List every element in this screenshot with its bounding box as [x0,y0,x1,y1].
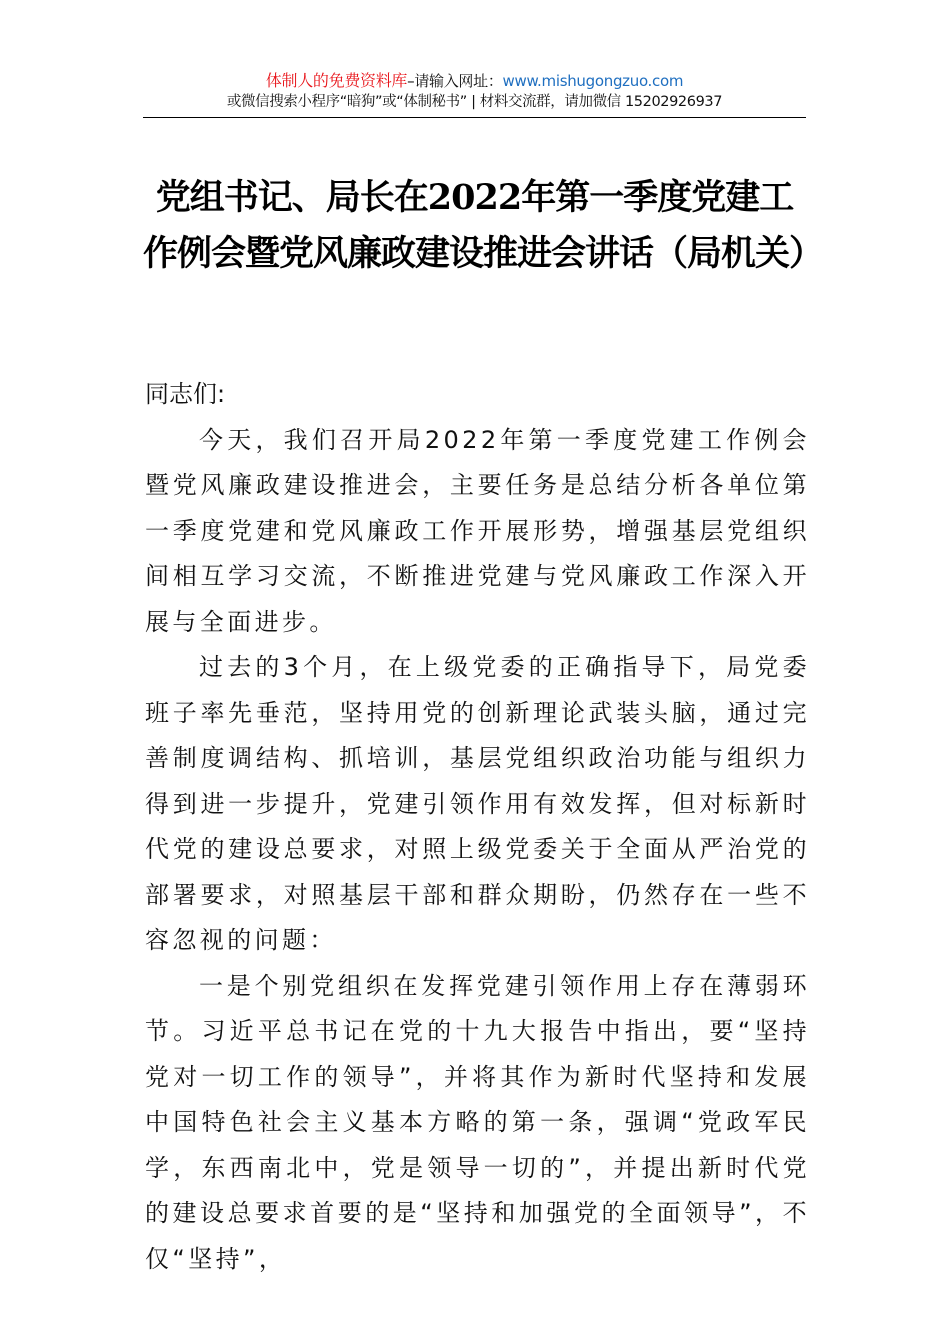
header-url-link[interactable]: www.mishugongzuo.com [502,72,684,90]
header-divider [143,117,806,118]
salutation: 同志们: [145,380,226,408]
paragraph-review: 过去的3个月，在上级党委的正确指导下，局党委班子率先垂范，坚持用党的创新理论武装头脑，通过完善制度调结构、抓培训，基层党组织政治功能与组织力得到进一步提升，党建引领作用有效发挥，但对标新时代党的建设总要求，对照上级党委关于全面从严治党的部署要求，对照基层干部和群众期盼，仍然存在一些不容忽视的问题： [145,653,810,954]
document-body [145,372,810,1282]
paragraph-issue-one: 一是个别党组织在发挥党建引领作用上存在薄弱环节。习近平总书记在党的十九大报告中指出，要“坚持党对一切工作的领导”，并将其作为新时代坚持和发展中国特色社会主义基本方略的第一条，强调“党政军民学，东西南北中，党是领导一切的”，并提出新时代党的建设总要求首要的是“坚持和加强党的全面领导”，不仅“坚持”， [145,971,810,1273]
page-header [143,70,806,112]
header-prompt: –请输入网址： [407,72,503,90]
header-contact-line: 或微信搜索小程序“暗狗”或“体制秘书” | 材料交流群，请加微信 15202926937 [226,94,723,110]
document-title: 党组书记、局长在2022年第一季度党建工作例会暨党风廉政建设推进会讲话（局机关） [143,177,824,274]
header-promo-line [143,70,806,92]
paragraph-intro: 今天，我们召开局2022年第一季度党建工作例会暨党风廉政建设推进会，主要任务是总结分析各单位第一季度党建和党风廉政工作开展形势，增强基层党组织间相互学习交流，不断推进党建与党风廉政工作深入开展与全面进步。 [145,425,810,636]
header-brand: 体制人的免费资料库 [265,71,408,90]
